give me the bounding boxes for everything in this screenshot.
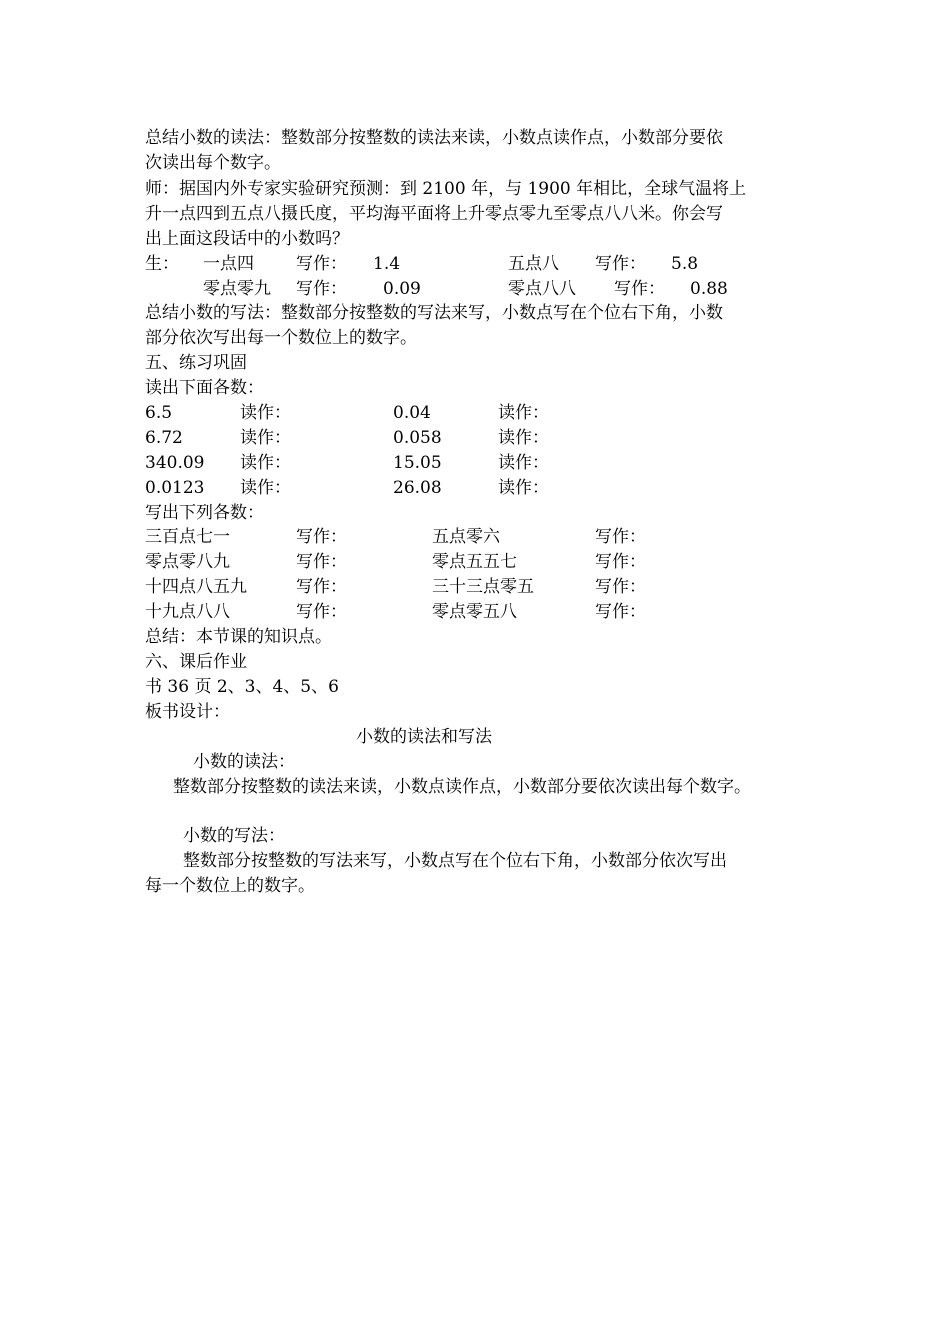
read-number: 0.04 bbox=[393, 403, 431, 423]
student-word: 零点八八 bbox=[508, 279, 576, 299]
write-exercise-title: 写出下列各数： bbox=[145, 503, 264, 523]
write-word: 十九点八八 bbox=[145, 602, 230, 622]
student-write-label: 写作： bbox=[595, 254, 646, 274]
read-label: 读作： bbox=[240, 478, 291, 498]
read-number: 15.05 bbox=[393, 453, 442, 473]
read-exercise-title: 读出下面各数： bbox=[145, 378, 264, 398]
write-label: 写作： bbox=[595, 602, 646, 622]
write-word: 五点零六 bbox=[432, 527, 500, 547]
teacher-line-1: 师：据国内外专家实验研究预测：到 2100 年，与 1900 年相比，全球气温将上 bbox=[145, 179, 747, 199]
lesson-summary: 总结：本节课的知识点。 bbox=[145, 627, 332, 647]
read-label: 读作： bbox=[240, 403, 291, 423]
student-word: 一点四 bbox=[203, 254, 254, 274]
section-5-heading: 五、练习巩固 bbox=[145, 353, 247, 373]
student-word: 零点零九 bbox=[203, 279, 271, 299]
board-title: 小数的读法和写法 bbox=[356, 727, 492, 747]
write-label: 写作： bbox=[595, 527, 646, 547]
read-label: 读作： bbox=[498, 428, 549, 448]
read-label: 读作： bbox=[498, 478, 549, 498]
write-word: 十四点八五九 bbox=[145, 577, 247, 597]
write-label: 写作： bbox=[296, 577, 347, 597]
section-6-heading: 六、课后作业 bbox=[145, 652, 247, 672]
write-word: 三百点七一 bbox=[145, 527, 230, 547]
write-label: 写作： bbox=[296, 552, 347, 572]
student-number: 0.09 bbox=[383, 279, 421, 299]
board-write-text-line-1: 整数部分按整数的写法来写，小数点写在个位右下角，小数部分依次写出 bbox=[183, 851, 727, 871]
homework-text: 书 36 页 2、3、4、5、6 bbox=[145, 677, 339, 697]
board-write-text-line-2: 每一个数位上的数字。 bbox=[145, 876, 315, 896]
board-write-heading: 小数的写法： bbox=[183, 826, 285, 846]
write-label: 写作： bbox=[595, 552, 646, 572]
write-word: 三十三点零五 bbox=[432, 577, 534, 597]
read-number: 6.5 bbox=[145, 403, 173, 423]
read-label: 读作： bbox=[498, 453, 549, 473]
read-label: 读作： bbox=[240, 453, 291, 473]
student-write-label: 写作： bbox=[296, 279, 347, 299]
read-number: 340.09 bbox=[145, 453, 205, 473]
read-number: 0.0123 bbox=[145, 478, 205, 498]
read-label: 读作： bbox=[240, 428, 291, 448]
student-number: 1.4 bbox=[373, 254, 401, 274]
write-word: 零点零八九 bbox=[145, 552, 230, 572]
teacher-line-3: 出上面这段话中的小数吗？ bbox=[145, 229, 349, 249]
board-read-text: 整数部分按整数的读法来读，小数点读作点，小数部分要依次读出每个数字。 bbox=[173, 777, 751, 797]
read-number: 6.72 bbox=[145, 428, 183, 448]
write-label: 写作： bbox=[296, 602, 347, 622]
student-number: 0.88 bbox=[690, 279, 728, 299]
read-label: 读作： bbox=[498, 403, 549, 423]
teacher-line-2: 升一点四到五点八摄氏度，平均海平面将上升零点零九至零点八八米。你会写 bbox=[145, 204, 723, 224]
write-label: 写作： bbox=[296, 527, 347, 547]
write-summary-line-1: 总结小数的写法：整数部分按整数的写法来写，小数点写在个位右下角，小数 bbox=[145, 303, 723, 323]
write-word: 零点零五八 bbox=[432, 602, 517, 622]
student-write-label: 写作： bbox=[296, 254, 347, 274]
write-word: 零点五五七 bbox=[432, 552, 517, 572]
read-number: 0.058 bbox=[393, 428, 442, 448]
read-summary-line-1: 总结小数的读法：整数部分按整数的读法来读，小数点读作点，小数部分要依 bbox=[145, 128, 723, 148]
read-number: 26.08 bbox=[393, 478, 442, 498]
read-summary-line-2: 次读出每个数字。 bbox=[145, 153, 281, 173]
write-summary-line-2: 部分依次写出每一个数位上的数字。 bbox=[145, 328, 417, 348]
student-number: 5.8 bbox=[671, 254, 699, 274]
student-label: 生： bbox=[145, 254, 179, 274]
board-read-heading: 小数的读法： bbox=[193, 752, 295, 772]
student-write-label: 写作： bbox=[614, 279, 665, 299]
write-label: 写作： bbox=[595, 577, 646, 597]
student-word: 五点八 bbox=[508, 254, 559, 274]
board-design-label: 板书设计： bbox=[145, 702, 230, 722]
